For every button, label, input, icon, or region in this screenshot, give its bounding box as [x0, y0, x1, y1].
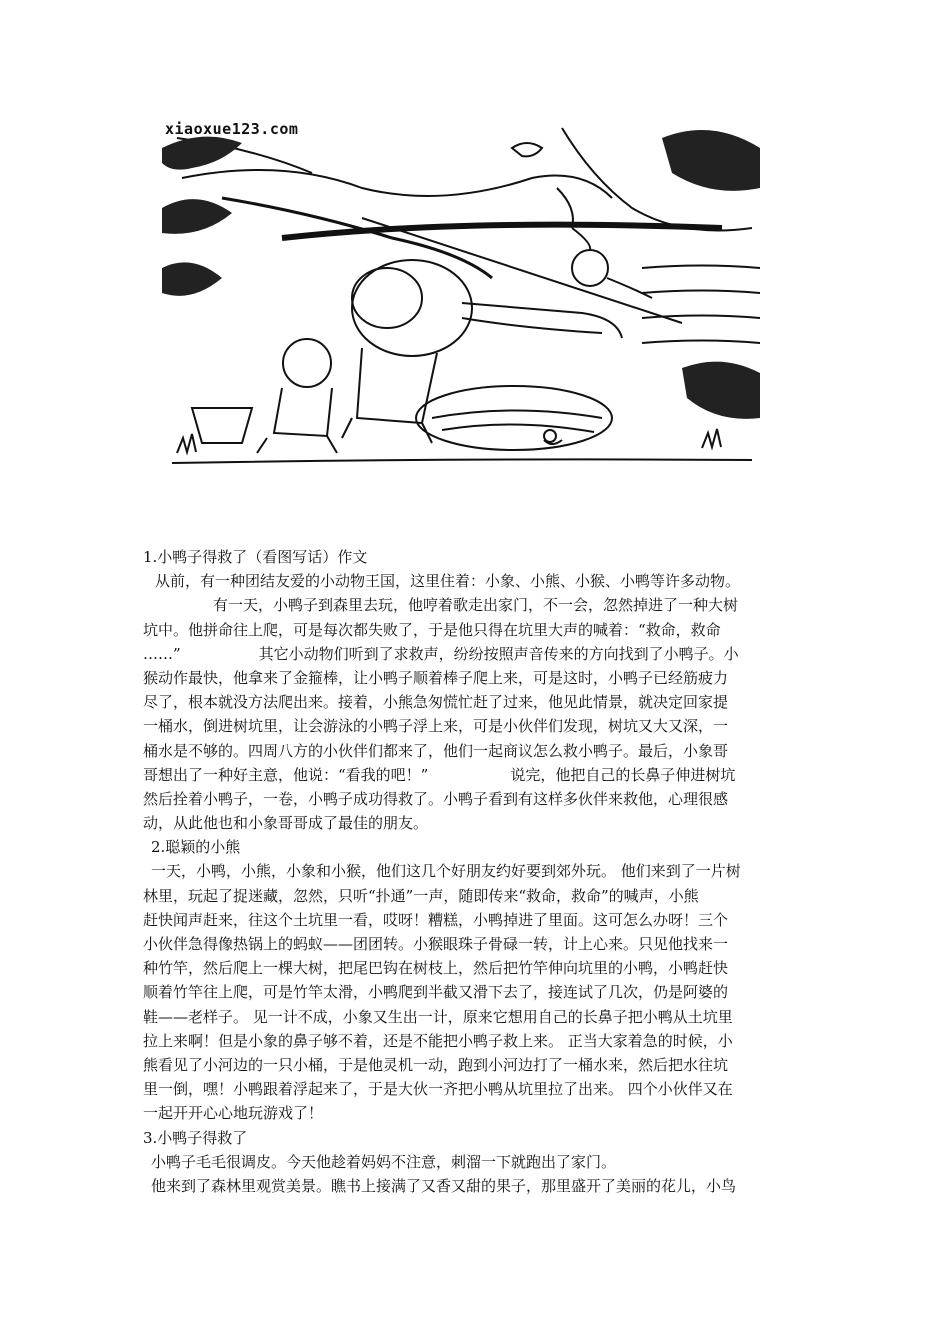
text-line: 坑中。他拼命往上爬，可是每次都失败了，于是他只得在坑里大声的喊着：“救命，救命 [143, 620, 721, 639]
text-line: 拉上来啊！但是小象的鼻子够不着，还是不能把小鸭子救上来。 正当大家着急的时候，小 [143, 1031, 733, 1050]
text-line [143, 763, 813, 787]
essay-title-2: 2.聪颖的小熊 [151, 838, 241, 857]
text-line: 林里，玩起了捉迷藏，忽然，只听“扑通”一声，随即传来“救命，救命”的喊声，小熊 [143, 886, 699, 905]
text-line [143, 642, 813, 666]
text-fragment: ……” [143, 644, 181, 663]
text-line: 从前，有一种团结友爱的小动物王国，这里住着：小象、小熊、小猴、小鸭等许多动物。 [155, 572, 741, 591]
text-line: 他来到了森林里观赏美景。瞧书上接满了又香又甜的果子，那里盛开了美丽的花儿，小鸟 [151, 1176, 737, 1195]
text-line: 小鸭子毛毛很调皮。今天他趁着妈妈不注意，刺溜一下就跑出了家门。 [151, 1152, 617, 1171]
text-line: 动，从此他也和小象哥哥成了最佳的朋友。 [143, 814, 429, 833]
essay-title-3: 3.小鸭子得救了 [143, 1128, 248, 1147]
text-fragment: 说完，他把自己的长鼻子伸进树坑 [510, 765, 736, 784]
text-line: 种竹竿，然后爬上一棵大树，把尾巴钩在树枝上，然后把竹竿伸向坑里的小鸭，小鸭赶快 [143, 959, 729, 978]
text-line: 小伙伴急得像热锅上的蚂蚁——团团转。小猴眼珠子骨碌一转，计上心来。只见他找来一 [143, 935, 729, 953]
text-line: 一天，小鸭，小熊，小象和小猴，他们这几个好朋友约好要到郊外玩。 他们来到了一片树 [151, 862, 741, 881]
text-line: 尽了，根本就没方法爬出来。接着，小熊急匆慌忙赶了过来，他见此情景，就决定回家提 [143, 693, 729, 712]
text-line: 熊看见了小河边的一只小桶，于是他灵机一动，跑到小河边打了一桶水来，然后把水往坑 [143, 1055, 729, 1074]
text-line: 然后拴着小鸭子，一卷，小鸭子成功得救了。小鸭子看到有这样多伙伴来救他，心理很感 [143, 789, 729, 808]
story-illustration [162, 118, 760, 470]
text-line: 赶快闻声赶来，往这个土坑里一看，哎呀！糟糕，小鸭掉进了里面。这可怎么办呀！三个 [143, 910, 729, 929]
text-line: 鞋——老样子。 见一计不成，小象又生出一计，原来它想用自己的长鼻子把小鸭从土坑里 [143, 1007, 733, 1026]
text-fragment: 哥想出了一种好主意，他说：“看我的吧！” [143, 765, 429, 784]
text-line: 有一天，小鸭子到森里去玩，他哼着歌走出家门，不一会，忽然掉进了一种大树 [213, 596, 739, 615]
text-fragment: 其它小动物们听到了求救声，纷纷按照声音传来的方向找到了小鸭子。小 [258, 644, 739, 663]
text-line: 猴动作最快，他拿来了金箍棒，让小鸭子顺着棒子爬上来，可是这时，小鸭子已经筋疲力 [143, 668, 729, 687]
text-line: 顺着竹竿往上爬，可是竹竿太滑，小鸭爬到半截又滑下去了，接连试了几次，仍是阿婆的 [143, 983, 729, 1002]
text-line: 一起开开心心地玩游戏了！ [143, 1104, 324, 1123]
text-line: 桶水是不够的。四周八方的小伙伴们都来了，他们一起商议怎么救小鸭子。最后，小象哥 [143, 741, 729, 760]
document-body [143, 545, 813, 1198]
text-line: 一桶水，倒进树坑里，让会游泳的小鸭子浮上来，可是小伙伴们发现，树坑又大又深，一 [143, 717, 729, 736]
text-line: 里一倒，嘿！小鸭跟着浮起来了，于是大伙一齐把小鸭从坑里拉了出来。 四个小伙伴又在 [143, 1080, 733, 1099]
watermark: xiaoxue123.com [165, 120, 299, 138]
essay-title-1: 1.小鸭子得救了（看图写话）作文 [143, 548, 368, 566]
